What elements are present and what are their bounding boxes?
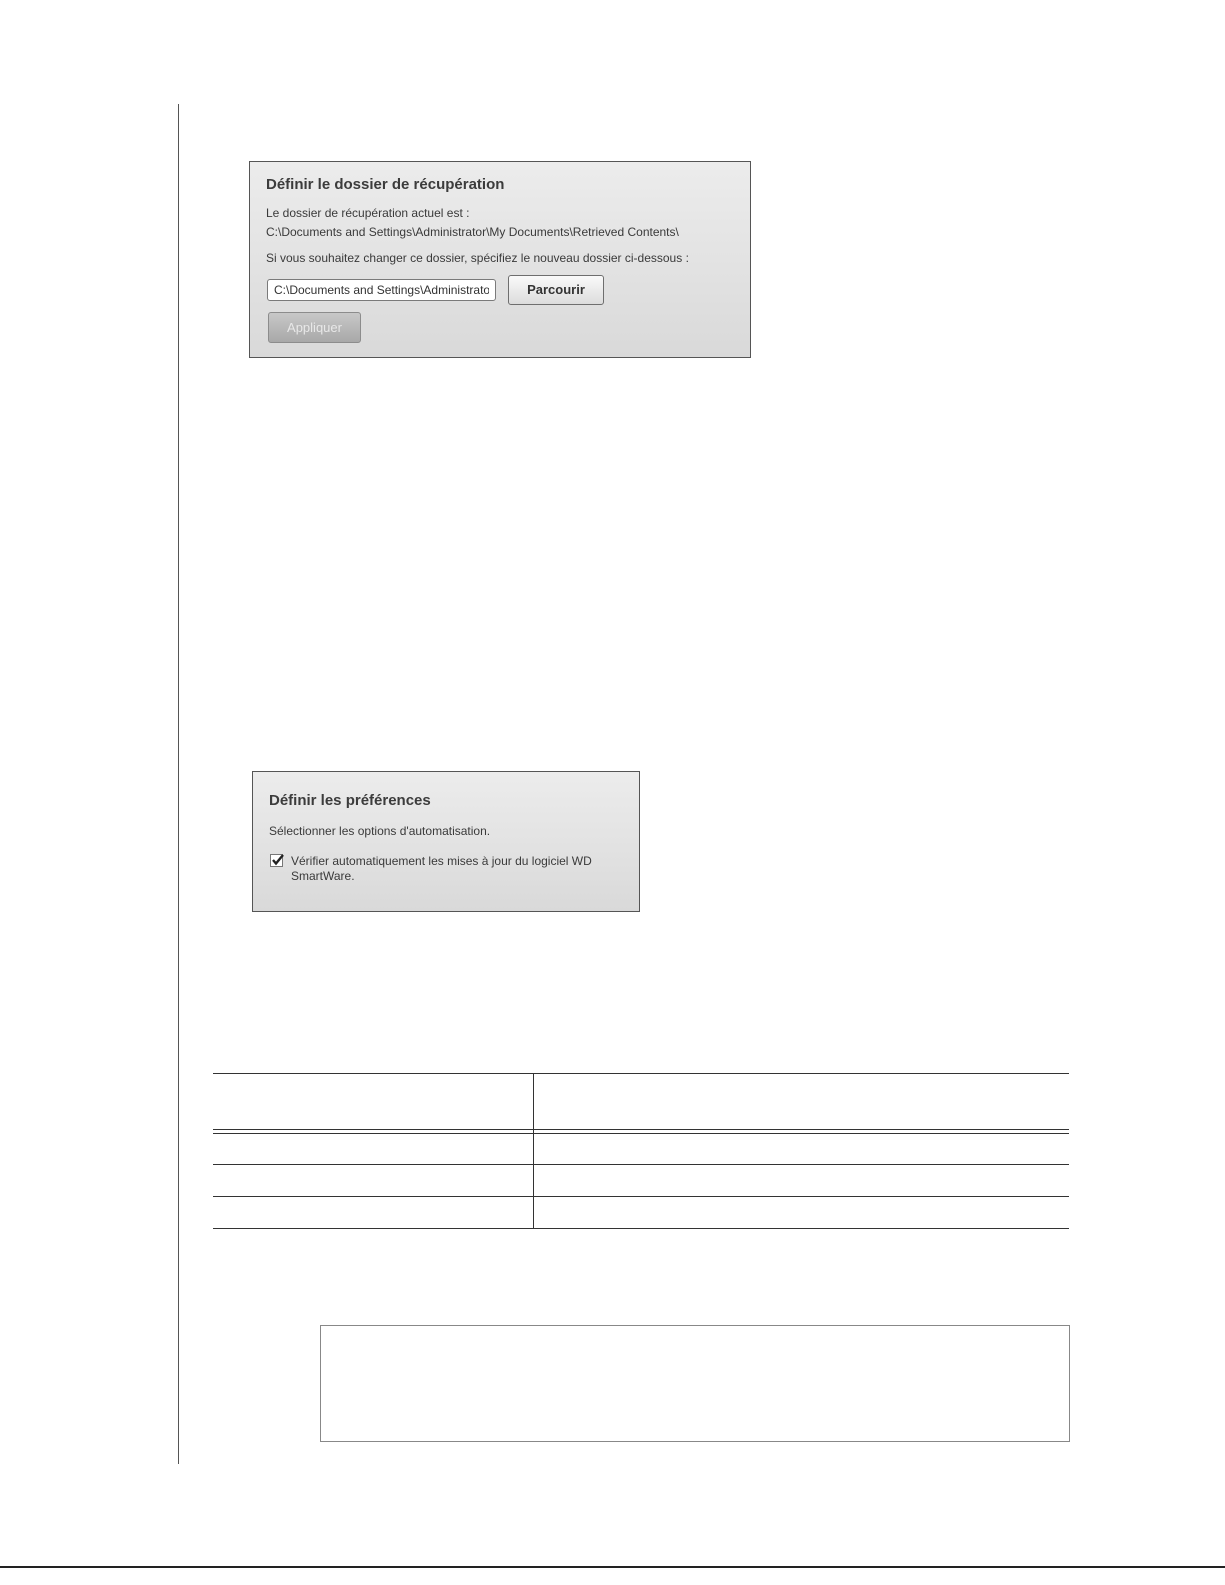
page-margin-rule: [178, 104, 179, 1464]
note-box: [320, 1325, 1070, 1442]
table-row-rule: [213, 1164, 1069, 1165]
current-folder-path: C:\Documents and Settings\Administrator\My Documents\Retrieved Contents\: [266, 225, 679, 239]
preferences-panel-title: Définir les préférences: [269, 792, 431, 809]
table-header-rule-2: [213, 1133, 1069, 1134]
table-top-rule: [213, 1073, 1069, 1074]
table-header-rule-1: [213, 1129, 1069, 1130]
apply-button[interactable]: Appliquer: [268, 312, 361, 343]
table-row-rule: [213, 1196, 1069, 1197]
auto-update-label-line1: Vérifier automatiquement les mises à jour du logiciel WD: [291, 854, 592, 868]
page-bottom-rule: [0, 1566, 1225, 1568]
checkmark-icon: [271, 853, 285, 867]
browse-button[interactable]: Parcourir: [508, 275, 604, 305]
preferences-panel: [252, 771, 640, 912]
document-table: [213, 1073, 1069, 1229]
table-column-divider: [533, 1073, 534, 1229]
recovery-folder-panel: [249, 161, 751, 358]
auto-update-label-line2: SmartWare.: [291, 869, 355, 883]
table-bottom-rule: [213, 1228, 1069, 1229]
auto-update-checkbox[interactable]: [270, 854, 283, 867]
current-folder-label: Le dossier de récupération actuel est :: [266, 206, 470, 220]
recovery-panel-title: Définir le dossier de récupération: [266, 176, 505, 193]
automation-options-label: Sélectionner les options d'automatisation.: [269, 824, 491, 838]
change-folder-instruction: Si vous souhaitez changer ce dossier, spécifiez le nouveau dossier ci-dessous :: [266, 251, 689, 265]
recovery-folder-input[interactable]: [267, 279, 496, 301]
